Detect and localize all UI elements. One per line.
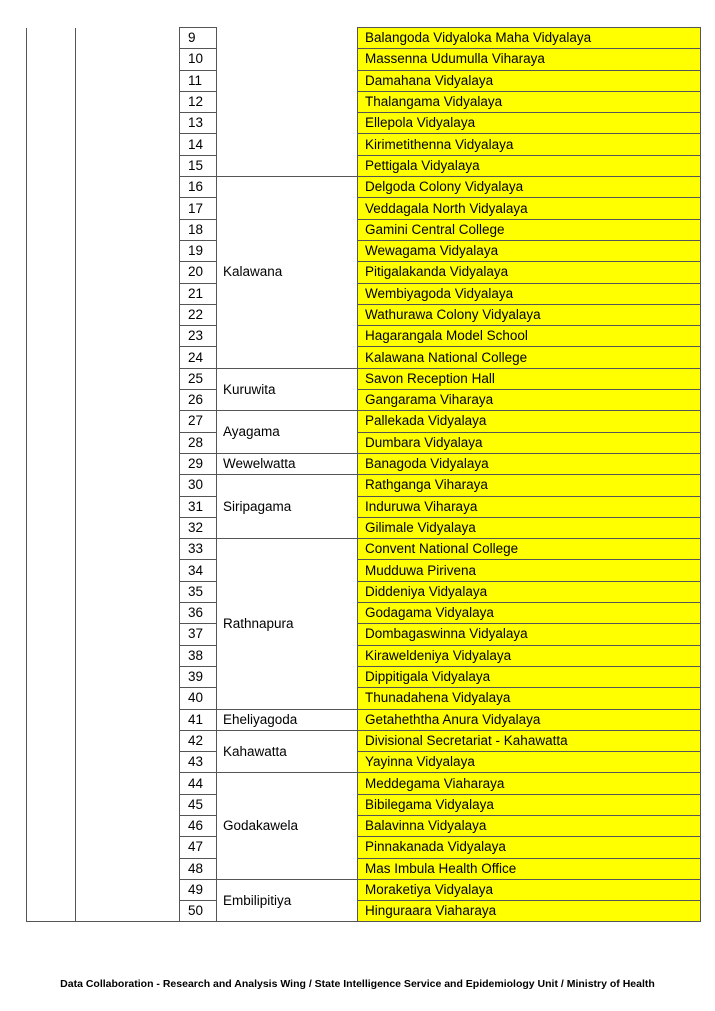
page-footer: Data Collaboration - Research and Analysis Wing / State Intelligence Service and Epidemiology Unit / Ministry of Health [60,978,655,990]
location-name-cell: Convent National College [358,539,701,560]
location-name-cell: Massenna Udumulla Viharaya [358,49,701,70]
area-cell: Eheliyagoda [217,709,358,730]
location-name-cell: Hinguraara Viaharaya [358,901,701,922]
row-number-cell: 28 [180,432,217,453]
row-number-cell: 17 [180,198,217,219]
row-number-cell: 29 [180,453,217,474]
location-name-cell: Bibilegama Vidyalaya [358,794,701,815]
area-cell: Kuruwita [217,368,358,411]
location-name-cell: Delgoda Colony Vidyalaya [358,177,701,198]
row-number-cell: 34 [180,560,217,581]
row-number-cell: 47 [180,837,217,858]
centers-table [26,27,701,922]
row-number-cell: 25 [180,368,217,389]
location-name-cell: Wewagama Vidyalaya [358,240,701,261]
location-name-cell: Thunadahena Vidyalaya [358,688,701,709]
row-number-cell: 19 [180,240,217,261]
location-name-cell: Kirimetithenna Vidyalaya [358,134,701,155]
location-name-cell: Balavinna Vidyalaya [358,815,701,836]
location-name-cell: Godagama Vidyalaya [358,603,701,624]
row-number-cell: 48 [180,858,217,879]
row-number-cell: 30 [180,475,217,496]
row-number-cell: 39 [180,666,217,687]
location-name-cell: Hagarangala Model School [358,326,701,347]
row-number-cell: 38 [180,645,217,666]
row-number-cell: 44 [180,773,217,794]
area-cell: Kahawatta [217,730,358,773]
table-row [27,28,701,49]
row-number-cell: 49 [180,879,217,900]
location-name-cell: Kiraweldeniya Vidyalaya [358,645,701,666]
location-name-cell: Dombagaswinna Vidyalaya [358,624,701,645]
row-number-cell: 32 [180,517,217,538]
area-cell: Kalawana [217,177,358,369]
location-name-cell: Dumbara Vidyalaya [358,432,701,453]
row-number-cell: 15 [180,155,217,176]
row-number-cell: 36 [180,603,217,624]
location-name-cell: Getaheththa Anura Vidyalaya [358,709,701,730]
location-name-cell: Kalawana National College [358,347,701,368]
row-number-cell: 27 [180,411,217,432]
row-number-cell: 41 [180,709,217,730]
location-name-cell: Yayinna Vidyalaya [358,752,701,773]
location-name-cell: Banagoda Vidyalaya [358,453,701,474]
row-number-cell: 42 [180,730,217,751]
row-number-cell: 11 [180,70,217,91]
location-name-cell: Dippitigala Vidyalaya [358,666,701,687]
location-name-cell: Mudduwa Pirivena [358,560,701,581]
row-number-cell: 16 [180,177,217,198]
row-number-cell: 45 [180,794,217,815]
row-number-cell: 10 [180,49,217,70]
location-name-cell: Ellepola Vidyalaya [358,113,701,134]
location-name-cell: Wembiyagoda Vidyalaya [358,283,701,304]
row-number-cell: 31 [180,496,217,517]
row-number-cell: 20 [180,262,217,283]
location-name-cell: Wathurawa Colony Vidyalaya [358,304,701,325]
division-column-cell [76,28,180,922]
row-number-cell: 37 [180,624,217,645]
location-name-cell: Divisional Secretariat - Kahawatta [358,730,701,751]
area-cell: Godakawela [217,773,358,879]
row-number-cell: 35 [180,581,217,602]
area-cell: Embilipitiya [217,879,358,922]
location-name-cell: Meddegama Viaharaya [358,773,701,794]
row-number-cell: 24 [180,347,217,368]
row-number-cell: 50 [180,901,217,922]
row-number-cell: 26 [180,390,217,411]
row-number-cell: 33 [180,539,217,560]
location-name-cell: Veddagala North Vidyalaya [358,198,701,219]
row-number-cell: 14 [180,134,217,155]
row-number-cell: 40 [180,688,217,709]
row-number-cell: 13 [180,113,217,134]
location-name-cell: Induruwa Viharaya [358,496,701,517]
row-number-cell: 18 [180,219,217,240]
location-name-cell: Thalangama Vidyalaya [358,91,701,112]
location-name-cell: Gamini Central College [358,219,701,240]
row-number-cell: 21 [180,283,217,304]
location-name-cell: Pitigalakanda Vidyalaya [358,262,701,283]
row-number-cell: 22 [180,304,217,325]
row-number-cell: 46 [180,815,217,836]
district-column-cell [27,28,76,922]
area-cell [217,28,358,177]
location-name-cell: Moraketiya Vidyalaya [358,879,701,900]
location-name-cell: Gangarama Viharaya [358,390,701,411]
location-name-cell: Pinnakanada Vidyalaya [358,837,701,858]
row-number-cell: 43 [180,752,217,773]
row-number-cell: 23 [180,326,217,347]
area-cell: Wewelwatta [217,453,358,474]
location-name-cell: Rathganga Viharaya [358,475,701,496]
centers-table-body [27,28,701,922]
location-name-cell: Pallekada Vidyalaya [358,411,701,432]
row-number-cell: 9 [180,28,217,49]
area-cell: Ayagama [217,411,358,454]
row-number-cell: 12 [180,91,217,112]
location-name-cell: Gilimale Vidyalaya [358,517,701,538]
area-cell: Siripagama [217,475,358,539]
location-name-cell: Diddeniya Vidyalaya [358,581,701,602]
location-name-cell: Pettigala Vidyalaya [358,155,701,176]
location-name-cell: Mas Imbula Health Office [358,858,701,879]
location-name-cell: Savon Reception Hall [358,368,701,389]
location-name-cell: Balangoda Vidyaloka Maha Vidyalaya [358,28,701,49]
location-name-cell: Damahana Vidyalaya [358,70,701,91]
area-cell: Rathnapura [217,539,358,709]
